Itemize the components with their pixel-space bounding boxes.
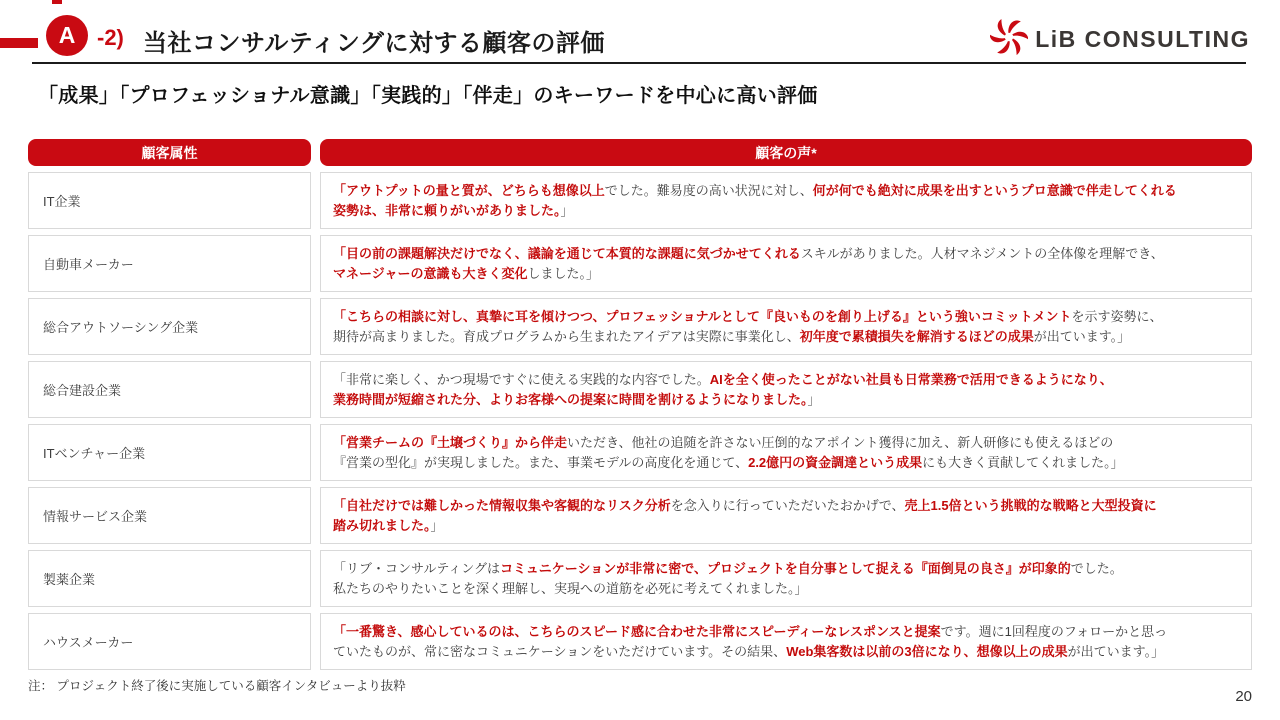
- voice-segment-emphasis: マネージャーの意識も大きく変化: [333, 266, 528, 281]
- voice-segment-emphasis: 「目の前の課題解決だけでなく、議論を通じて本質的な課題に気づかせてくれる: [333, 246, 801, 261]
- voice-line: [333, 516, 1239, 536]
- column-header-attribute: 顧客属性: [28, 139, 311, 166]
- voice-line: [333, 244, 1239, 264]
- customer-attribute: ハウスメーカー: [28, 613, 311, 670]
- voice-segment-emphasis: 業務時間が短縮された分、よりお客様への提案に時間を割けるようになりました。: [333, 392, 808, 407]
- customer-voice: [320, 172, 1252, 229]
- voice-segment: でした。難易度の高い状況に対し、: [604, 183, 813, 198]
- voice-line: [333, 201, 1239, 221]
- voice-line: [333, 307, 1239, 327]
- voice-segment: いただき、他社の追随を許さない圧倒的なアポイント獲得に加え、新人研修にも使えるほどの: [567, 435, 1114, 450]
- table-row: [28, 550, 1252, 607]
- column-header-voice: 顧客の声*: [320, 139, 1252, 166]
- voice-segment: 『営業の型化』が実現しました。また、事業モデルの高度化を通じて、: [333, 455, 749, 470]
- voice-segment: が出ています。」: [1067, 644, 1165, 659]
- customer-attribute: 情報サービス企業: [28, 487, 311, 544]
- voice-segment: 」: [807, 392, 821, 407]
- table-row: [28, 424, 1252, 481]
- customer-voice: [320, 613, 1252, 670]
- voice-line: [333, 370, 1239, 390]
- voice-segment-emphasis: 売上1.5倍という挑戦的な戦略と大型投資に: [904, 498, 1157, 513]
- customer-attribute: 総合アウトソーシング企業: [28, 298, 311, 355]
- voice-line: [333, 496, 1239, 516]
- header-divider: [32, 62, 1246, 64]
- voice-segment-emphasis: コミュニケーションが非常に密で、プロジェクトを自分事として捉える『面倒見の良さ』が印象的: [500, 561, 1071, 576]
- voice-segment: です。週に1回程度のフォローかと思っ: [940, 624, 1168, 639]
- customer-attribute: ITベンチャー企業: [28, 424, 311, 481]
- table-header-row: [28, 139, 1252, 166]
- voice-segment-emphasis: Web集客数は以前の3倍になり、想像以上の成果: [786, 644, 1068, 659]
- voice-line: [333, 264, 1239, 284]
- voice-segment: にも大きく貢献してくれました。」: [922, 455, 1124, 470]
- voice-line: [333, 433, 1239, 453]
- voice-segment: 「非常に楽しく、かつ現場ですぐに使える実践的な内容でした。: [333, 372, 710, 387]
- voice-segment-emphasis: 姿勢は、非常に頼りがいがありました。: [333, 203, 561, 218]
- customer-attribute: IT企業: [28, 172, 311, 229]
- voice-line: [333, 181, 1239, 201]
- voice-segment-emphasis: 初年度で累積損失を解消するほどの成果: [799, 329, 1034, 344]
- top-red-notch: [52, 0, 62, 4]
- customer-voice: [320, 235, 1252, 292]
- table-body: [28, 172, 1252, 670]
- section-badge: [46, 15, 88, 56]
- pinwheel-icon: [990, 18, 1028, 61]
- voice-segment: スキルがありました。人材マネジメントの全体像を理解でき、: [800, 246, 1164, 261]
- voice-segment-emphasis: 「アウトプットの量と質が、どちらも想像以上: [333, 183, 605, 198]
- table-row: [28, 613, 1252, 670]
- table-row: [28, 172, 1252, 229]
- voice-segment: しました。」: [527, 266, 599, 281]
- table-row: [28, 235, 1252, 292]
- voice-line: [333, 642, 1239, 662]
- section-number: -2): [97, 25, 124, 50]
- voice-line: [333, 390, 1239, 410]
- voice-segment: 」: [560, 203, 574, 218]
- voice-line: [333, 579, 1239, 599]
- section-badge-label: A: [58, 22, 76, 48]
- voice-segment-emphasis: 「自社だけでは難しかった情報収集や客観的なリスク分析: [333, 498, 671, 513]
- customer-voice: [320, 298, 1252, 355]
- voice-segment: が出ています。」: [1033, 329, 1131, 344]
- voice-segment-emphasis: 踏み切れました。: [333, 518, 431, 533]
- voice-segment: 「リブ・コンサルティングは: [333, 561, 501, 576]
- company-logo: [990, 18, 1250, 61]
- customer-voice-table: [28, 139, 1252, 676]
- voice-segment: 私たちのやりたいことを深く理解し、実現への道筋を必死に考えてくれました。」: [333, 581, 808, 596]
- voice-segment: ていたものが、常に密なコミュニケーションをいただけています。その結果、: [333, 644, 787, 659]
- customer-attribute: 総合建設企業: [28, 361, 311, 418]
- voice-segment: でした。: [1070, 561, 1123, 576]
- customer-voice: [320, 361, 1252, 418]
- voice-line: [333, 559, 1239, 579]
- voice-segment-emphasis: AIを全く使ったことがない社員も日常業務で活用できるようになり、: [709, 372, 1113, 387]
- table-row: [28, 361, 1252, 418]
- customer-attribute: 製薬企業: [28, 550, 311, 607]
- customer-voice: [320, 487, 1252, 544]
- voice-segment: 」: [430, 518, 444, 533]
- footnote: 注： プロジェクト終了後に実施している顧客インタビューより抜粋: [28, 679, 406, 693]
- voice-segment-emphasis: 2.2億円の資金調達という成果: [748, 455, 923, 470]
- slide-message: 「成果」「プロフェッショナル意識」「実践的」「伴走」のキーワードを中心に高い評価: [38, 85, 818, 107]
- voice-segment: を念入りに行っていただいたおかげで、: [670, 498, 905, 513]
- customer-voice: [320, 424, 1252, 481]
- voice-line: [333, 327, 1239, 347]
- voice-segment-emphasis: 「一番驚き、感心しているのは、こちらのスピード感に合わせた非常にスピーディーなレスポンスと提案: [333, 624, 941, 639]
- logo-text: LiB CONSULTING: [1035, 26, 1250, 52]
- page-title: 当社コンサルティングに対する顧客の評価: [143, 30, 605, 57]
- customer-voice: [320, 550, 1252, 607]
- voice-segment-emphasis: 何が何でも絶対に成果を出すというプロ意識で伴走してくれる: [812, 183, 1177, 198]
- voice-segment: 期待が高まりました。育成プログラムから生まれたアイデアは実際に事業化し、: [333, 329, 800, 344]
- voice-segment: を示す姿勢に、: [1071, 309, 1163, 324]
- page-number: 20: [1235, 688, 1252, 705]
- voice-line: [333, 622, 1239, 642]
- voice-line: [333, 453, 1239, 473]
- table-row: [28, 487, 1252, 544]
- customer-attribute: 自動車メーカー: [28, 235, 311, 292]
- table-row: [28, 298, 1252, 355]
- voice-segment-emphasis: 「営業チームの『土壌づくり』から伴走: [333, 435, 568, 450]
- header-red-dash: [0, 38, 38, 48]
- voice-segment-emphasis: 「こちらの相談に対し、真摯に耳を傾けつつ、プロフェッショナルとして『良いものを創り上げる』という強いコミットメント: [333, 309, 1072, 324]
